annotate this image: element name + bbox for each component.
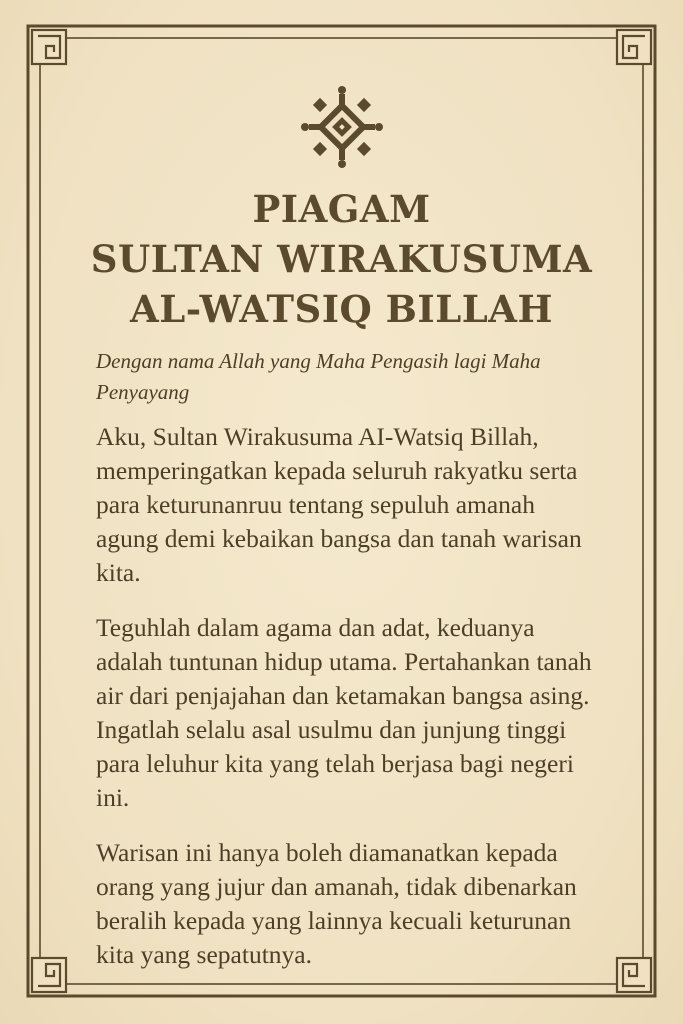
title-line-1: PIAGAM [252,187,431,231]
title-line-3: AL-WATSIQ BILLAH [130,287,553,331]
invocation-text: Dengan nama Allah yang Maha Pengasih lagi Maha Penyayang [96,349,541,404]
charter-title [40,184,643,334]
paragraph-1: Aku, Sultan Wirakusuma AI-Watsiq Billah, memperingatkan kepada seluruh rakyatku serta para keturunanruu tentang sepuluh amanah agung demi kebaikan bangsa dan tanah warisan kita. [96,422,582,587]
arabesque-medallion-icon [297,82,387,172]
charter-body [96,346,596,993]
paragraph-3: Warisan ini hanya boleh diamanatkan kepada orang yang jujur dan amanah, tidak dibenarkan beralih kepada yang lainnya kecuali keturunan kita yang sepatutnya. [96,838,577,969]
title-line-2: SULTAN WIRAKUSUMA [90,237,593,281]
paragraph-2: Teguhlah dalam agama dan adat, keduanya adalah tuntunan hidup utama. Pertahankan tanah air dari penjajahan dan ketamakan bangsa asing. Ingatlah selalu asal usulmu dan junjung tinggi para leluhur kita yang telah berjasa bagi negeri ini. [96,613,592,812]
